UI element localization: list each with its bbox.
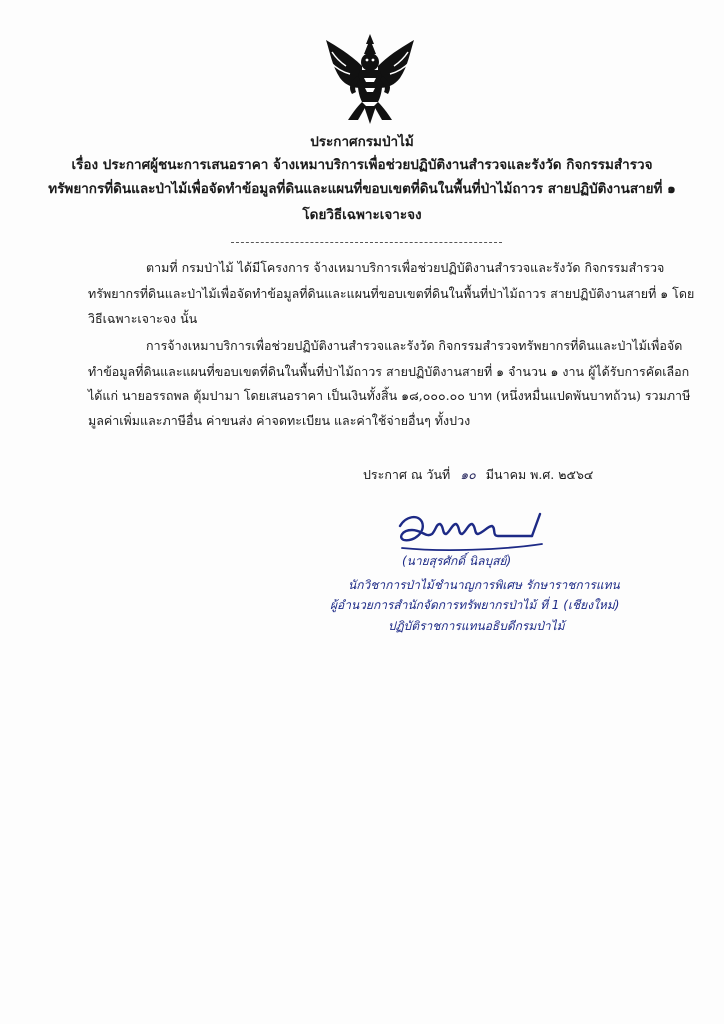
paragraph-1-line-1: ตามที่ กรมป่าไม้ ได้มีโครงการ จ้างเหมาบริการเพื่อช่วยปฏิบัติงานสำรวจและรังวัด กิจกรรมสำรวจ — [146, 260, 665, 275]
date-month-year: มีนาคม พ.ศ. ๒๕๖๔ — [485, 467, 594, 482]
date-prefix: ประกาศ ณ วันที่ — [363, 467, 451, 482]
subject-line-3: โดยวิธีเฉพาะเจาะจง — [302, 207, 422, 223]
agency-title: ประกาศกรมป่าไม้ — [310, 134, 414, 150]
signer-title-1: นักวิชาการป่าไม้ชำนาญการพิเศษ รักษาราชการแทน — [348, 578, 620, 592]
paragraph-2-line-2: ทำข้อมูลที่ดินและแผนที่ขอบเขตที่ดินในพื้นที่ป่าไม้ถาวร สายปฏิบัติงานสายที่ ๑ จำนวน ๑ งาน ผู้ได้รับการคัดเลือก — [88, 364, 690, 379]
signature-icon — [392, 508, 552, 558]
signer-name: (นายสุรศักดิ์ นิลบุสย์) — [402, 554, 512, 568]
date-day: ๑๐ — [460, 467, 476, 482]
paragraph-1-line-3: วิธีเฉพาะเจาะจง นั้น — [88, 311, 198, 326]
signer-title-3: ปฏิบัติราชการแทนอธิบดีกรมป่าไม้ — [388, 619, 565, 633]
divider — [231, 242, 502, 243]
subject-line-2: ทรัพยากรที่ดินและป่าไม้เพื่อจัดทำข้อมูลที่ดินและแผนที่ขอบเขตที่ดินในพื้นที่ป่าไม้ถาวร สายปฏิบัติงานสายที่ ๑ — [48, 181, 676, 197]
paragraph-2-line-3: ได้แก่ นายอรรถพล ตุ้มปามา โดยเสนอราคา เป็นเงินทั้งสิ้น ๑๘,๐๐๐.๐๐ บาท (หนึ่งหมื่นแปดพันบาทถ้วน) รวมภาษี — [88, 388, 691, 403]
paragraph-2-line-1: การจ้างเหมาบริการเพื่อช่วยปฏิบัติงานสำรวจและรังวัด กิจกรรมสำรวจทรัพยากรที่ดินและป่าไม้เพื่อจัด — [146, 338, 683, 353]
paragraph-2-line-4: มูลค่าเพิ่มและภาษีอื่น ค่าขนส่ง ค่าจดทะเบียน และค่าใช้จ่ายอื่นๆ ทั้งปวง — [88, 413, 471, 428]
paragraph-1-line-2: ทรัพยากรที่ดินและป่าไม้เพื่อจัดทำข้อมูลที่ดินและแผนที่ขอบเขตที่ดินในพื้นที่ป่าไม้ถาวร สายปฏิบัติงานสายที่ ๑ โดย — [88, 286, 695, 301]
signer-title-2: ผู้อำนวยการสำนักจัดการทรัพยากรป่าไม้ ที่ 1 (เชียงใหม่) — [330, 598, 620, 612]
announcement-date — [363, 463, 593, 487]
subject-line-1: เรื่อง ประกาศผู้ชนะการเสนอราคา จ้างเหมาบริการเพื่อช่วยปฏิบัติงานสำรวจและรังวัด กิจกรรมสำรวจ — [71, 157, 653, 173]
garuda-emblem-icon — [322, 32, 418, 126]
